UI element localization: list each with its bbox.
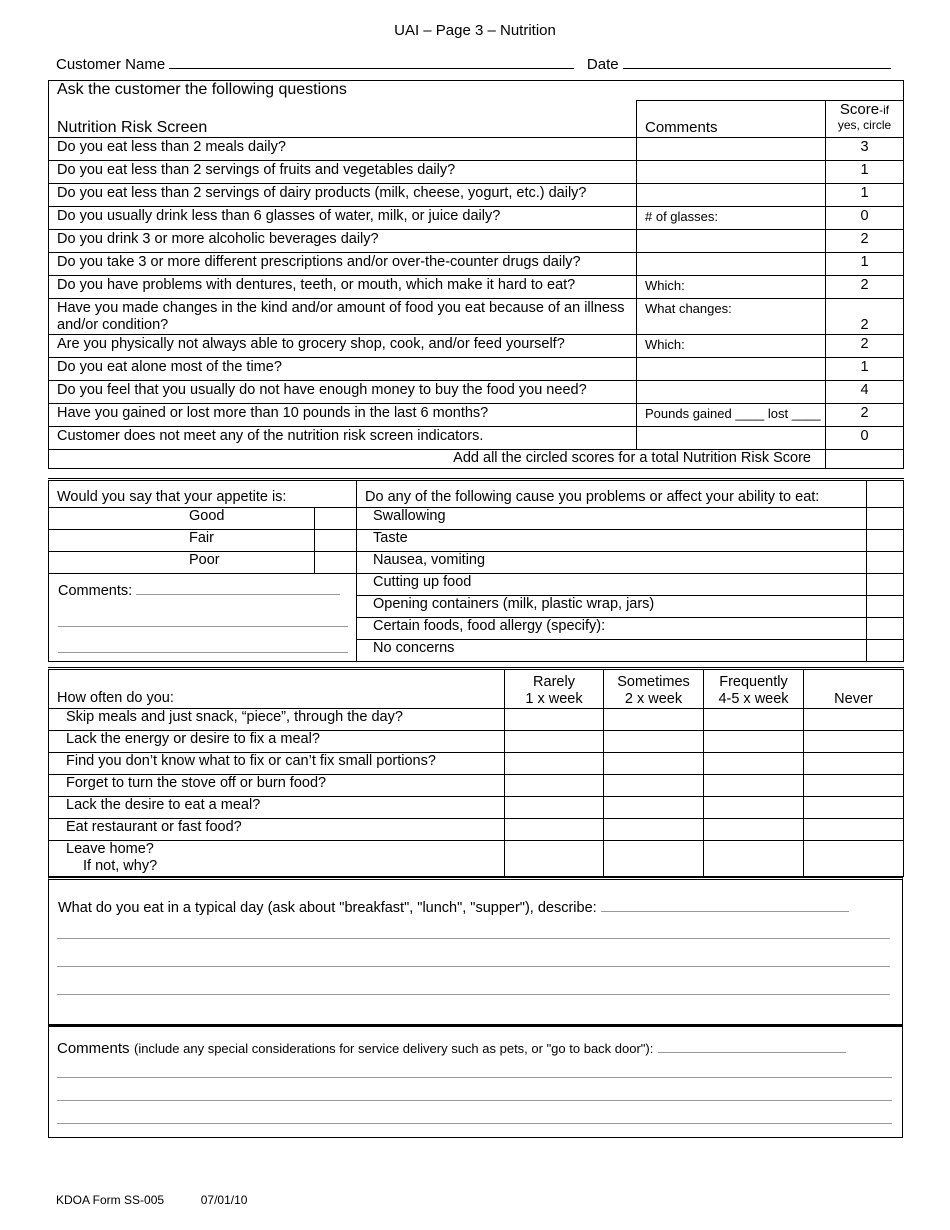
appetite-option: Good xyxy=(49,508,315,530)
risk-row xyxy=(49,358,904,381)
frequency-check-cell[interactable] xyxy=(704,841,804,877)
risk-comment[interactable] xyxy=(637,381,826,404)
risk-comment[interactable]: What changes: xyxy=(637,299,826,335)
frequency-question: How often do you: xyxy=(49,669,505,709)
form-number: KDOA Form SS-005 xyxy=(56,1193,165,1207)
frequency-check-cell[interactable] xyxy=(505,753,604,775)
problem-check-cell[interactable] xyxy=(867,574,904,596)
risk-row xyxy=(49,299,904,335)
col-frequently: Frequently 4-5 x week xyxy=(704,669,804,709)
risk-comment[interactable] xyxy=(637,427,826,450)
risk-comment[interactable] xyxy=(637,184,826,207)
risk-question: Do you drink 3 or more alcoholic beverages daily? xyxy=(49,230,637,253)
risk-score[interactable]: 2 xyxy=(826,335,904,358)
frequency-question-item: Lack the energy or desire to fix a meal? xyxy=(49,731,505,753)
frequency-row xyxy=(49,775,904,797)
frequency-check-cell[interactable] xyxy=(704,819,804,841)
comments-prompt xyxy=(57,1040,846,1058)
frequency-question-item: Lack the desire to eat a meal? xyxy=(49,797,505,819)
frequency-row xyxy=(49,819,904,841)
frequency-check-cell[interactable] xyxy=(804,819,904,841)
problem-check-cell[interactable] xyxy=(867,640,904,662)
frequency-check-cell[interactable] xyxy=(704,731,804,753)
risk-score[interactable]: 2 xyxy=(826,299,904,335)
problem-check-cell[interactable] xyxy=(867,552,904,574)
problem-check-cell[interactable] xyxy=(867,596,904,618)
frequency-question-item: Leave home? If not, why? xyxy=(49,841,505,877)
frequency-check-cell[interactable] xyxy=(505,709,604,731)
appetite-comments-line-3[interactable] xyxy=(58,652,348,653)
problem-check-cell[interactable] xyxy=(867,530,904,552)
frequency-check-cell[interactable] xyxy=(604,709,704,731)
risk-score[interactable]: 0 xyxy=(826,427,904,450)
risk-screen-heading: Nutrition Risk Screen xyxy=(49,101,637,138)
frequency-check-cell[interactable] xyxy=(804,753,904,775)
problem-item: Certain foods, food allergy (specify): xyxy=(357,618,867,640)
risk-score[interactable]: 4 xyxy=(826,381,904,404)
appetite-comments-field[interactable] xyxy=(136,594,340,595)
problem-row xyxy=(49,552,904,574)
appetite-comments-label: Comments: xyxy=(58,583,133,599)
frequency-row xyxy=(49,731,904,753)
risk-question: Do you feel that you usually do not have enough money to buy the food you need? xyxy=(49,381,637,404)
appetite-option: Fair xyxy=(49,530,315,552)
risk-comment[interactable] xyxy=(637,230,826,253)
appetite-check-cell[interactable] xyxy=(315,508,357,530)
risk-row xyxy=(49,230,904,253)
risk-row xyxy=(49,427,904,450)
frequency-check-cell[interactable] xyxy=(804,775,904,797)
comments-label: Comments xyxy=(57,1040,130,1057)
problem-item: Swallowing xyxy=(357,508,867,530)
appetite-option: Poor xyxy=(49,552,315,574)
risk-question: Do you have problems with dentures, teeth, or mouth, which make it hard to eat? xyxy=(49,276,637,299)
appetite-question: Would you say that your appetite is: xyxy=(49,480,357,508)
problem-check-cell[interactable] xyxy=(867,618,904,640)
risk-screen-table xyxy=(48,80,904,469)
frequency-check-cell[interactable] xyxy=(804,709,904,731)
footer xyxy=(56,1193,247,1207)
risk-comment[interactable] xyxy=(637,161,826,184)
problem-check-cell[interactable] xyxy=(867,508,904,530)
appetite-comments xyxy=(58,583,340,599)
frequency-question-item: Skip meals and just snack, “piece”, through the day? xyxy=(49,709,505,731)
typical-day-prompt xyxy=(58,900,849,916)
risk-question: Do you take 3 or more different prescriptions and/or over-the-counter drugs daily? xyxy=(49,253,637,276)
comments-header: Comments xyxy=(637,101,826,138)
frequency-check-cell[interactable] xyxy=(704,775,804,797)
appetite-table xyxy=(48,478,904,662)
form-date: 07/01/10 xyxy=(200,1193,248,1207)
typical-day-line-4[interactable] xyxy=(57,994,890,995)
risk-comment[interactable] xyxy=(637,138,826,161)
typical-day-line-3[interactable] xyxy=(57,966,890,967)
risk-question: Do you usually drink less than 6 glasses of water, milk, or juice daily? xyxy=(49,207,637,230)
appetite-check-cell[interactable] xyxy=(315,552,357,574)
frequency-question-item: Find you don’t know what to fix or can’t fix small portions? xyxy=(49,753,505,775)
risk-score[interactable]: 2 xyxy=(826,230,904,253)
risk-question: Customer does not meet any of the nutrition risk screen indicators. xyxy=(49,427,637,450)
frequency-table xyxy=(48,667,904,877)
risk-row xyxy=(49,184,904,207)
frequency-check-cell[interactable] xyxy=(604,753,704,775)
frequency-check-cell[interactable] xyxy=(704,753,804,775)
frequency-check-cell[interactable] xyxy=(704,797,804,819)
date-field[interactable] xyxy=(623,54,891,69)
risk-score[interactable]: 1 xyxy=(826,184,904,207)
col-sometimes: Sometimes 2 x week xyxy=(604,669,704,709)
risk-comment[interactable] xyxy=(637,253,826,276)
problem-item: No concerns xyxy=(357,640,867,662)
problems-question: Do any of the following cause you problems or affect your ability to eat: xyxy=(357,480,867,508)
customer-name-label: Customer Name xyxy=(56,56,166,73)
frequency-check-cell[interactable] xyxy=(604,819,704,841)
risk-question: Are you physically not always able to grocery shop, cook, and/or feed yourself? xyxy=(49,335,637,358)
risk-row xyxy=(49,335,904,358)
typical-day-box xyxy=(48,877,903,1027)
frequency-check-cell[interactable] xyxy=(604,797,704,819)
risk-comment[interactable]: Which: xyxy=(637,276,826,299)
frequency-check-cell[interactable] xyxy=(505,797,604,819)
frequency-check-cell[interactable] xyxy=(505,731,604,753)
total-score-cell[interactable] xyxy=(826,450,904,469)
frequency-check-cell[interactable] xyxy=(505,775,604,797)
risk-comment[interactable] xyxy=(637,358,826,381)
score-header: Score-if yes, circle xyxy=(826,101,904,138)
frequency-check-cell[interactable] xyxy=(804,797,904,819)
problem-row xyxy=(49,508,904,530)
typical-day-field[interactable] xyxy=(601,911,849,912)
typical-day-label: What do you eat in a typical day (ask about "breakfast", "lunch", "supper"), describe: xyxy=(58,900,597,916)
comments-box xyxy=(48,1025,903,1138)
customer-name-field[interactable] xyxy=(169,54,574,69)
page-title: UAI – Page 3 – Nutrition xyxy=(394,22,556,39)
frequency-check-cell[interactable] xyxy=(804,841,904,877)
risk-row xyxy=(49,138,904,161)
risk-row xyxy=(49,161,904,184)
frequency-question-item: Eat restaurant or fast food? xyxy=(49,819,505,841)
problem-item: Nausea, vomiting xyxy=(357,552,867,574)
risk-score[interactable]: 1 xyxy=(826,253,904,276)
risk-comment[interactable]: # of glasses: xyxy=(637,207,826,230)
frequency-row xyxy=(49,753,904,775)
frequency-check-cell[interactable] xyxy=(604,841,704,877)
frequency-check-cell[interactable] xyxy=(604,731,704,753)
customer-line xyxy=(56,54,896,73)
risk-question: Do you eat less than 2 meals daily? xyxy=(49,138,637,161)
frequency-row xyxy=(49,841,904,877)
frequency-row xyxy=(49,797,904,819)
risk-row xyxy=(49,207,904,230)
risk-score[interactable]: 2 xyxy=(826,404,904,427)
problem-row xyxy=(49,530,904,552)
comments-note: (include any special considerations for service delivery such as pets, or "go to back door"): xyxy=(133,1041,654,1056)
risk-question: Have you gained or lost more than 10 pounds in the last 6 months? xyxy=(49,404,637,427)
problem-item: Opening containers (milk, plastic wrap, jars) xyxy=(357,596,867,618)
frequency-check-cell[interactable] xyxy=(804,731,904,753)
appetite-check-cell[interactable] xyxy=(315,530,357,552)
risk-score[interactable]: 0 xyxy=(826,207,904,230)
risk-row xyxy=(49,276,904,299)
total-label: Add all the circled scores for a total Nutrition Risk Score xyxy=(49,450,826,469)
problem-item: Cutting up food xyxy=(357,574,867,596)
frequency-check-cell[interactable] xyxy=(604,775,704,797)
risk-row xyxy=(49,253,904,276)
comments-line-2[interactable] xyxy=(57,1077,892,1078)
risk-comment[interactable]: Which: xyxy=(637,335,826,358)
frequency-check-cell[interactable] xyxy=(505,841,604,877)
col-never: Never xyxy=(804,669,904,709)
risk-comment[interactable]: Pounds gained ____ lost ____ xyxy=(637,404,826,427)
risk-row xyxy=(49,381,904,404)
risk-row xyxy=(49,404,904,427)
risk-score[interactable]: 3 xyxy=(826,138,904,161)
frequency-check-cell[interactable] xyxy=(704,709,804,731)
leave-home-why: If not, why? xyxy=(83,858,158,874)
problem-item: Taste xyxy=(357,530,867,552)
frequency-check-cell[interactable] xyxy=(505,819,604,841)
date-label: Date xyxy=(586,56,619,73)
comments-line-3[interactable] xyxy=(57,1100,892,1101)
col-rarely: Rarely 1 x week xyxy=(505,669,604,709)
frequency-row xyxy=(49,709,904,731)
risk-question: Do you eat less than 2 servings of fruits and vegetables daily? xyxy=(49,161,637,184)
risk-score[interactable]: 2 xyxy=(826,276,904,299)
appetite-comments-line-2[interactable] xyxy=(58,626,348,627)
risk-question: Have you made changes in the kind and/or amount of food you eat because of an illness and/or condition? xyxy=(49,299,637,335)
risk-question: Do you eat alone most of the time? xyxy=(49,358,637,381)
frequency-question-item: Forget to turn the stove off or burn food? xyxy=(49,775,505,797)
comments-field[interactable] xyxy=(658,1052,846,1053)
risk-question: Do you eat less than 2 servings of dairy products (milk, cheese, yogurt, etc.) daily? xyxy=(49,184,637,207)
comments-line-4[interactable] xyxy=(57,1123,892,1124)
risk-score[interactable]: 1 xyxy=(826,358,904,381)
typical-day-line-2[interactable] xyxy=(57,938,890,939)
risk-score[interactable]: 1 xyxy=(826,161,904,184)
intro-text: Ask the customer the following questions xyxy=(49,81,904,101)
